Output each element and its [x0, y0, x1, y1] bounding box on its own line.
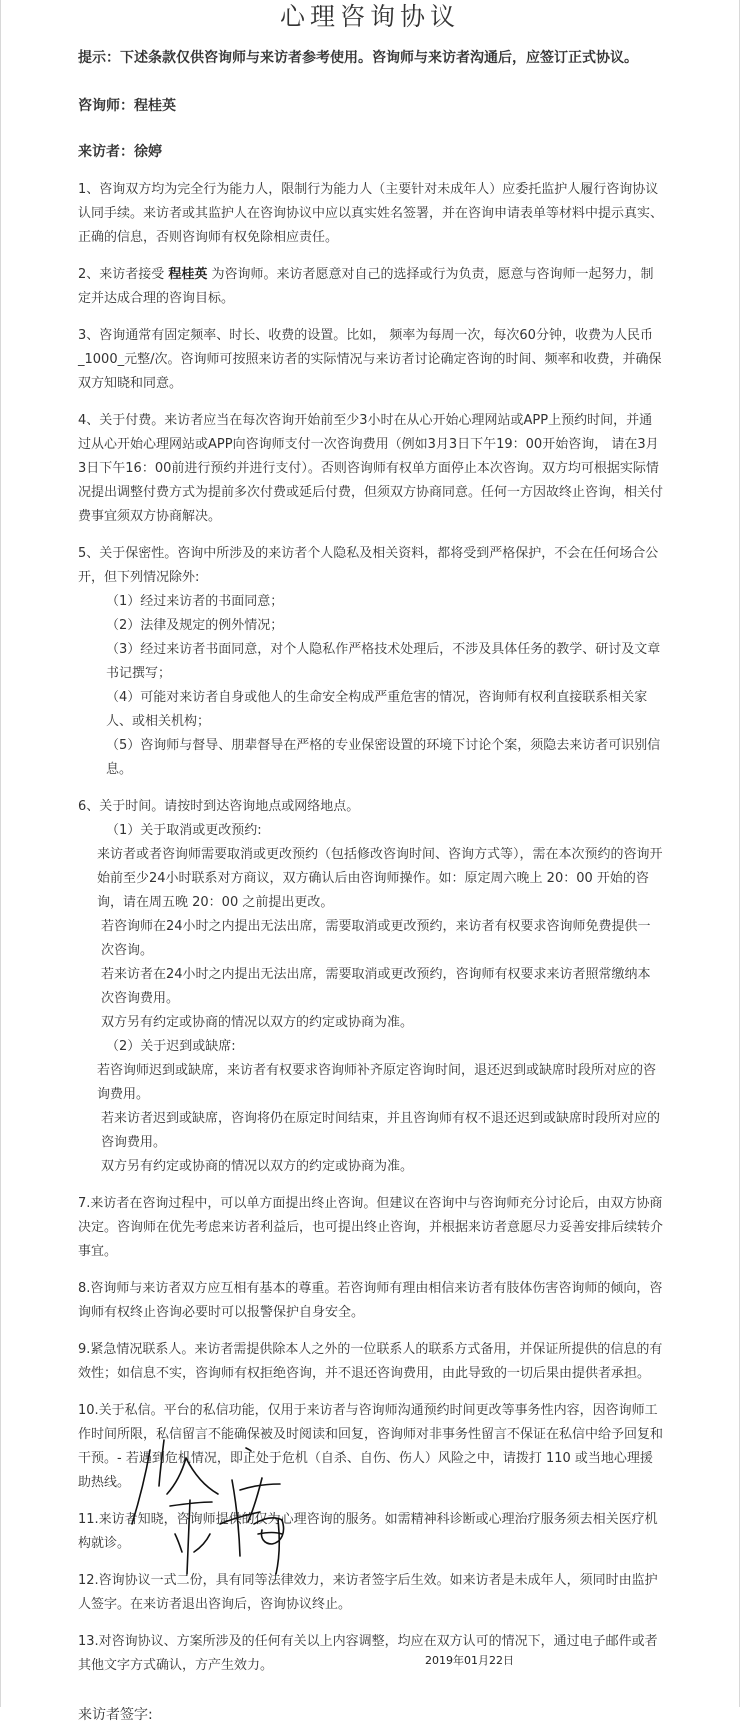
clause-6-sub2: （2）关于迟到或缺席: [106, 1039, 236, 1054]
signing-date: 2019年01月22日 [425, 1654, 514, 1667]
clause-6-sub1: （1）关于取消或更改预约: [106, 823, 262, 838]
clause-6-p3: 若来访者在24小时之内提出无法出席，需要取消或更改预约，咨询师有权要求来访者照常缴纳本次咨询费用。 [101, 967, 651, 1006]
clause-9: 9.紧急情况联系人。来访者需提供除本人之外的一位联系人的联系方式备用，并保证所提供的信息的有效性；如信息不实，咨询师有权拒绝咨询，并不退还咨询费用，由此导致的一切后果由提供者承担。 [78, 1342, 663, 1381]
handwritten-signature [126, 1428, 316, 1578]
clause-6 [78, 795, 663, 1179]
clause-5-item: （5）咨询师与督导、朋辈督导在严格的专业保密设置的环境下讨论个案，须隐去来访者可识别信息。 [106, 738, 661, 777]
clause-10: 10.关于私信。平台的私信功能，仅用于来访者与咨询师沟通预约时间更改等事务性内容，因咨询师工作时间所限，私信留言不能确保被及时阅读和回复，咨询师对非事务性留言不保证在私信中给予回复和干预。- 若遇到危机情况，即正处于危机（自杀、自伤、伤人）风险之中，请拨打 110 或当地心理援助热线。 [78, 1403, 664, 1490]
clause-6-p4: 双方另有约定或协商的情况以双方的约定或协商为准。 [101, 1015, 414, 1030]
visitor-signature-label: 来访者签字: [78, 1707, 153, 1723]
agreement-content [1, 46, 739, 1727]
clause-5-item: （2）法律及规定的例外情况； [106, 618, 284, 633]
clause-4: 4、关于付费。来访者应当在每次咨询开始前至少3小时在从心开始心理网站或APP上预约时间，并通过从心开始心理网站或APP向咨询师支付一次咨询费用（例如3月3日下午19：00开始咨询， 请在3月3日下午16：00前进行预约并进行支付）。否则咨询师有权单方面停止本次咨询。双方均可根据实际情况提出调整付费方式为提前多次付费或延后付费，但须双方协商同意。任何一方因故终止咨询，相关付费事宜须双方协商解决。 [78, 413, 664, 524]
clause-11: 11.来访者知晓，咨询师提供的仅为心理咨询的服务。如需精神科诊断或心理治疗服务须去相关医疗机构就诊。 [78, 1512, 658, 1551]
clause-1: 1、咨询双方均为完全行为能力人，限制行为能力人（主要针对未成年人）应委托监护人履行咨询协议认同手续。来访者或其监护人在咨询协议中应以真实姓名签署，并在咨询申请表单等材料中提示真实、正确的信息，否则咨询师有权免除相应责任。 [78, 182, 664, 245]
clause-2 [78, 263, 663, 311]
clause-6-p7: 双方另有约定或协商的情况以双方的约定或协商为准。 [101, 1159, 414, 1174]
clause-5-item: （3）经过来访者书面同意，对个人隐私作严格技术处理后，不涉及具体任务的教学、研讨及文章书记撰写； [106, 642, 661, 681]
clause-3: 3、咨询通常有固定频率、时长、收费的设置。比如， 频率为每周一次，每次60分钟，收费为人民币_1000_元整/次。咨询师可按照来访者的实际情况与来访者讨论确定咨询的时间、频率和收费，并确保双方知晓和同意。 [78, 328, 662, 391]
visitor-line: 来访者：徐婷 [78, 144, 162, 160]
clause-2-prefix: 2、来访者接受 [78, 267, 169, 282]
counselor-line: 咨询师：程桂英 [78, 98, 176, 114]
clause-8: 8.咨询师与来访者双方应互相有基本的尊重。若咨询师有理由相信来访者有肢体伤害咨询师的倾向，咨询师有权终止咨询必要时可以报警保护自身安全。 [78, 1281, 663, 1320]
page-title: 心理咨询协议 [279, 2, 460, 31]
clause-7: 7.来访者在咨询过程中，可以单方面提出终止咨询。但建议在咨询中与咨询师充分讨论后，由双方协商决定。咨询师在优先考虑来访者利益后，也可提出终止咨询，并根据来访者意愿尽力妥善安排后续转介事宜。 [78, 1196, 664, 1259]
counselor-name: 程桂英 [168, 267, 208, 282]
clause-5-intro: 5、关于保密性。咨询中所涉及的来访者个人隐私及相关资料，都将受到严格保护，不会在任何场合公开，但下列情况除外: [78, 546, 659, 585]
clause-5-item: （1）经过来访者的书面同意； [106, 594, 284, 609]
clause-2-suffix: 为咨询师。来访者愿意对自己的选择或行为负责，愿意与咨询师一起努力，制定并达成合理的咨询目标。 [78, 267, 654, 306]
clause-13: 13.对咨询协议、方案所涉及的任何有关以上内容调整，均应在双方认可的情况下，通过电子邮件或者其他文字方式确认，方产生效力。 [78, 1634, 658, 1673]
clause-12: 12.咨询协议一式二份，具有同等法律效力，来访者签字后生效。如来访者是未成年人，须同时由监护人签字。在来访者退出咨询后，咨询协议终止。 [78, 1573, 658, 1612]
clause-5 [78, 542, 663, 782]
clause-6-p6: 若来访者迟到或缺席，咨询将仍在原定时间结束，并且咨询师有权不退还迟到或缺席时段所对应的咨询费用。 [101, 1111, 661, 1150]
clause-6-p1: 来访者或者咨询师需要取消或更改预约（包括修改咨询时间、咨询方式等），需在本次预约的咨询开始前至少24小时联系对方商议，双方确认后由咨询师操作。如：原定周六晚上 20：00 开始的咨询，请在周五晚 20：00 之前提出更改。 [97, 847, 663, 910]
clause-5-item: （4）可能对来访者自身或他人的生命安全构成严重危害的情况，咨询师有权利直接联系相关家人、或相关机构； [106, 690, 648, 729]
clause-6-p5: 若咨询师迟到或缺席，来访者有权要求咨询师补齐原定咨询时间，退还迟到或缺席时段所对应的咨询费用。 [97, 1063, 657, 1102]
clause-6-intro: 6、关于时间。请按时到达咨询地点或网络地点。 [78, 799, 360, 814]
clause-6-p2: 若咨询师在24小时之内提出无法出席，需要取消或更改预约，来访者有权要求咨询师免费提供一次咨询。 [101, 919, 651, 958]
tip-text: 提示：下述条款仅供咨询师与来访者参考使用。咨询师与来访者沟通后，应签订正式协议。 [78, 50, 638, 66]
